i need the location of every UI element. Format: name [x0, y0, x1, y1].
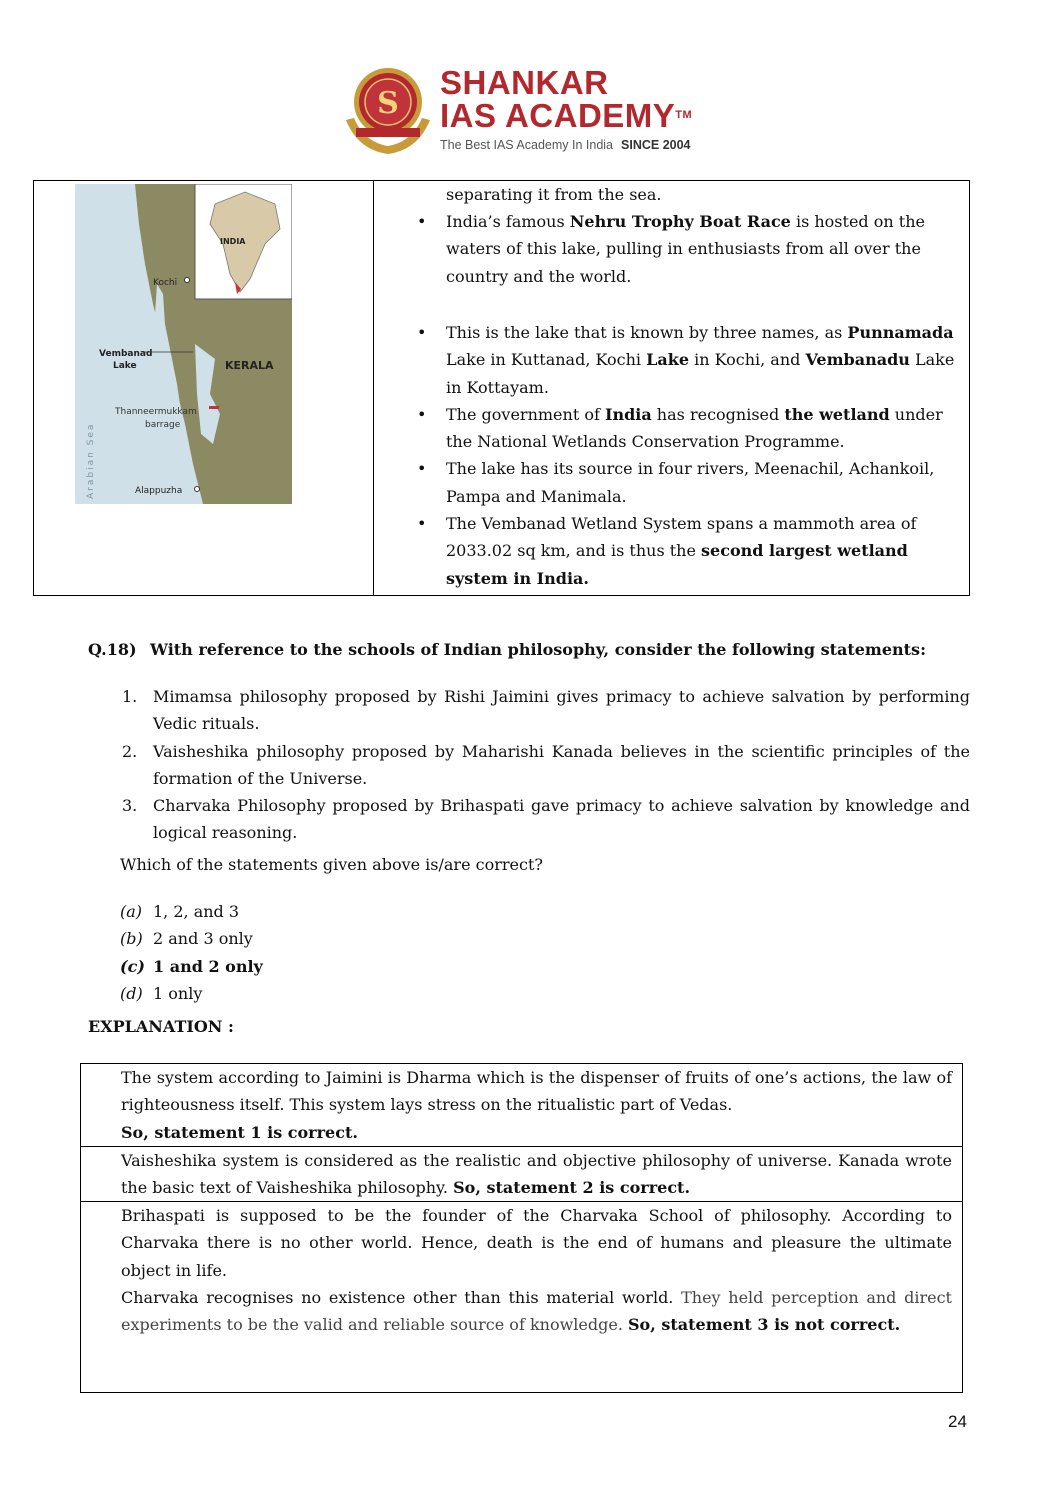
- explanation-heading: EXPLANATION :: [88, 1017, 234, 1036]
- list-item: • India’s famous Nehru Trophy Boat Race is hosted on the waters of this lake, pulling in enthusiasts from all over the country and the world.: [374, 208, 971, 290]
- map-label-kochi: Kochi: [153, 278, 178, 288]
- question-number: Q.18): [88, 640, 137, 659]
- answer-options: [120, 898, 263, 1007]
- map-label-kerala: KERALA: [225, 359, 274, 372]
- explanation-row-1: The system according to Jaimini is Dharma which is the dispenser of fruits of one’s actions, the law of righteousness itself. This system lays stress on the ritualistic part of Vedas. So, statement 1 is correct.: [81, 1064, 962, 1147]
- map-label-alappuzha: Alappuzha: [135, 486, 183, 496]
- map-label-vembanad: Vembanad: [99, 349, 153, 359]
- explanation-row-3: Brihaspati is supposed to be the founder of the Charvaka School of philosophy. According to Charvaka there is no other world. Hence, death is the end of humans and pleasure the ultimate object in life. Charvaka recognises no existence other than this material world. They held perception and direct experiments to be the valid and reliable source of knowledge. So, statement 3 is not correct.: [121, 1206, 952, 1335]
- continuation-text: separating it from the sea.: [446, 185, 662, 204]
- logo-title-line2: IAS ACADEMY™: [440, 97, 693, 134]
- list-item: • The lake has its source in four rivers, Meenachil, Achankoil, Pampa and Manimala.: [374, 455, 971, 510]
- svg-text:S: S: [377, 86, 399, 121]
- map-label-thanneermukkam: Thanneermukkam: [115, 407, 197, 417]
- logo-title-line1: SHANKAR: [440, 64, 609, 101]
- map-label-india: INDIA: [220, 237, 246, 246]
- option-c-correct: (c) 1 and 2 only: [120, 956, 263, 976]
- list-item: • The government of India has recognised the wetland under the National Wetlands Conservation Programme.: [374, 401, 971, 456]
- lake-facts-list-b: [374, 319, 971, 592]
- option-b: (b) 2 and 3 only: [120, 929, 253, 949]
- question-prompt: Which of the statements given above is/are correct?: [120, 855, 543, 874]
- academy-logo: [340, 62, 720, 162]
- logo-tagline: The Best IAS Academy In India SINCE 2004: [440, 138, 691, 152]
- list-item: • The Vembanad Wetland System spans a mammoth area of 2033.02 sq km, and is thus the second largest wetland system in India.: [374, 510, 971, 592]
- trademark: TM: [675, 109, 693, 121]
- option-a: (a) 1, 2, and 3: [120, 902, 240, 921]
- statement-3: 3. Charvaka Philosophy proposed by Brihaspati gave primacy to achieve salvation by knowledge and logical reasoning.: [122, 796, 970, 843]
- option-d: (d) 1 only: [120, 983, 203, 1003]
- explanation-table: [80, 1063, 963, 1393]
- page-number: 24: [948, 1412, 967, 1431]
- map-label-lake: Lake: [113, 361, 137, 371]
- lake-facts-list-a: [374, 208, 971, 290]
- list-item: • This is the lake that is known by three names, as Punnamada Lake in Kuttanad, Kochi Lake in Kochi, and Vembanadu Lake in Kottayam.: [374, 319, 971, 401]
- statement-1: 1. Mimamsa philosophy proposed by Rishi Jaimini gives primacy to achieve salvation by performing Vedic rituals.: [122, 687, 970, 734]
- shield-emblem-icon: [340, 62, 436, 158]
- map-label-arabian-sea: Arabian Sea: [86, 422, 96, 499]
- question-heading: [88, 640, 926, 659]
- kerala-map-image: [75, 184, 292, 504]
- question-text: With reference to the schools of Indian philosophy, consider the following statements:: [150, 640, 926, 659]
- statements-list: [120, 683, 970, 847]
- explanation-row-2: Vaisheshika system is considered as the realistic and objective philosophy of universe. Kanada wrote the basic text of Vaisheshika philosophy. So, statement 2 is correct.: [81, 1147, 962, 1202]
- lake-info-table: [33, 180, 970, 596]
- statement-2: 2. Vaisheshika philosophy proposed by Maharishi Kanada believes in the scientific principles of the formation of the Universe.: [122, 741, 970, 788]
- map-label-barrage: barrage: [145, 420, 181, 430]
